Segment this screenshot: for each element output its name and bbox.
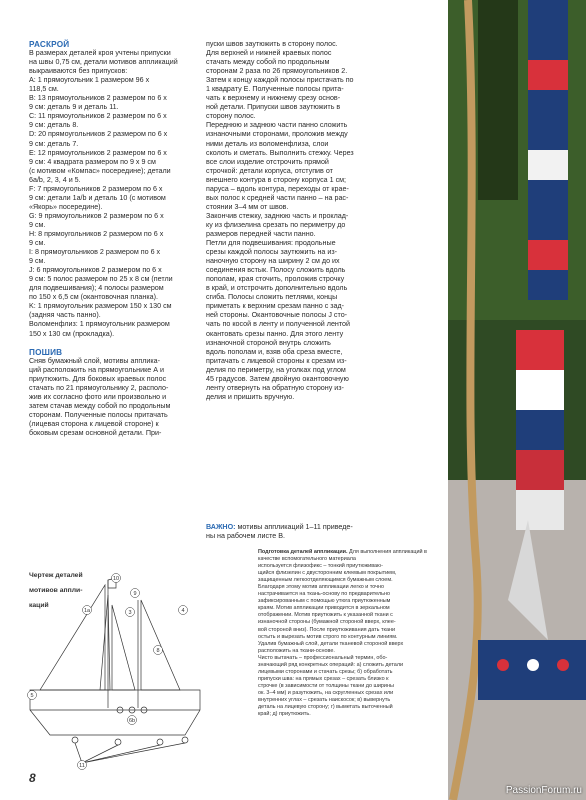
text-line: жив их согласно фото или произвольно и: [29, 392, 167, 401]
sail-right-2: [141, 600, 180, 690]
text-line: сколоть и сметать. Выполнить стежку. Через: [206, 148, 354, 157]
label-10: 10: [112, 576, 120, 582]
text-line: 9 см.: [29, 257, 46, 266]
prep-text: Для выполнения аппликаций в качестве вспомогательного материала: [258, 549, 427, 563]
text-line: вых полос к средней части панно – на рас-: [206, 193, 349, 202]
prep-line: щийся флизелин с двусторонним клеевым покрытием,: [258, 570, 397, 577]
text-line: пуски швов заутюжить в сторону полос.: [206, 40, 338, 48]
text-line: 6а/b, 2, 3, 4 и 5.: [29, 175, 81, 184]
text-line: на швы 0,75 см, детали мотивов аппликаций: [29, 58, 178, 67]
text-line: «Якорь» посередине).: [29, 202, 103, 211]
important-note: [206, 523, 378, 541]
text-line: изнаночными сторонами, проложив между: [206, 130, 348, 139]
important-text: мотивы аппликаций 1–11 приведе-: [235, 523, 353, 531]
prep-line: используется флизофикс – тонкий приутюживаю-: [258, 563, 383, 570]
sewing-text: [29, 357, 199, 438]
page-number: 8: [29, 771, 36, 785]
prep-line: отображении. Мотив приутюжить к указанной ткани с: [258, 612, 393, 619]
text-line: Сняв бумажный слой, мотивы апплика-: [29, 356, 160, 365]
text-line: затем стачав между собой по продольным: [29, 401, 171, 410]
text-line: 9 см: 4 квадрата размером по 9 х 9 см: [29, 157, 156, 166]
label-9: 9: [133, 591, 137, 597]
text-line: выкраиваются без припусков:: [29, 67, 128, 76]
important-label: ВАЖНО:: [206, 523, 236, 531]
text-line: D: 20 прямоугольников 2 размером по 6 х: [29, 130, 168, 139]
text-line: стачать между собой по продольным: [206, 58, 330, 67]
text-line: паруса – вдоль контура, переходы от крае-: [206, 184, 349, 193]
text-line: сгиба. Полосы сложить петлями, концы: [206, 293, 338, 302]
prep-line: остыть и вырезать мотив строго по контурным линиям.: [258, 633, 398, 640]
column-left: [29, 40, 199, 438]
text-line: 9 см.: [29, 220, 46, 229]
section-title-sewing: ПОШИВ: [29, 347, 63, 357]
text-line: делия по периметру, на уголках под углом: [206, 365, 346, 374]
text-line: ней стороны. Окантовочные полосы J сто-: [206, 311, 348, 320]
text-line: Воломенфлиз: 1 прямоугольник размером: [29, 320, 170, 329]
prep-line: ок. 3–4 мм) и разутюжить, на скругленных срезах или: [258, 689, 394, 696]
text-line: все слои изделие отстрочить прямой: [206, 157, 329, 166]
text-line: в край, и отстрочить дополнительно вдоль: [206, 284, 348, 293]
text-line: В размерах деталей кроя учтены припуски: [29, 49, 171, 58]
prep-line: Чисто вытачать – профессиональный термин, обо-: [258, 654, 388, 661]
text-line: B: 13 прямоугольников 2 размером по 6 х: [29, 94, 167, 103]
prep-line: внутренних углах – срезать наискосок; в) вывернуть: [258, 696, 391, 703]
text-line: Переднюю и заднюю части панно сложить: [206, 121, 348, 130]
text-line: сторонам. Полученные полосы притачать: [29, 410, 168, 419]
text-line: сторонам 2 раза по 26 прямоугольников 2.: [206, 67, 348, 76]
label-11: 11: [79, 763, 85, 769]
text-line: пополам, края сточить, проложив строчку: [206, 275, 345, 284]
sewing-text-continued: [206, 40, 378, 402]
text-line: стоянии 3–4 мм от швов.: [206, 202, 289, 211]
text-line: I: 8 прямоугольников 2 размером по 6 х: [29, 248, 161, 257]
text-line: ной детали. Припуски швов заутюжить в: [206, 103, 341, 112]
label-6b: 6b: [128, 718, 136, 724]
applique-prep-block: [258, 549, 440, 718]
text-line: 150 х 130 см (прокладка).: [29, 329, 115, 338]
text-line: боковым срезам основной детали. При-: [29, 428, 162, 437]
label-1a: 1a: [83, 608, 91, 614]
text-line: внешнего контура в сторону корпуса 1 см;: [206, 175, 347, 184]
text-line: ленту отвернуть на обратную сторону из-: [206, 383, 344, 392]
sail-right-1: [112, 605, 135, 690]
text-line: 45 градусов. Затем двойную окантовочную: [206, 374, 349, 383]
prep-line: деталь на лицевую сторону; г) выметать выточенный: [258, 704, 393, 711]
cutting-list: [29, 49, 199, 339]
text-line: F: 7 прямоугольников 2 размером по 6 х: [29, 184, 163, 193]
text-line: 9 см: деталь 7.: [29, 139, 79, 148]
text-line: 118,5 см.: [29, 85, 59, 94]
text-line: 9 см.: [29, 239, 46, 248]
text-line: 9 см: деталь 8.: [29, 121, 79, 130]
text-line: срезы каждой полосы заутюжить на из-: [206, 248, 338, 257]
text-line: 9 см: 5 полос размером по 25 х 8 см (петли: [29, 275, 173, 284]
prep-line: Удалив бумажный слой, детали тканевой стороной вверх: [258, 640, 404, 647]
text-line: делия и пришить вручную.: [206, 392, 295, 401]
text-line: притачать с лицевой стороны к срезам из-: [206, 356, 347, 365]
prep-line: припуски шва: на прямых срезах – срезать близко к: [258, 675, 389, 682]
text-line: по 150 х 6,5 см (окантовочная планка).: [29, 293, 158, 302]
text-line: чать к верхнему и нижнему срезу основ-: [206, 94, 341, 103]
text-line: J: 6 прямоугольников 2 размером по 6 х: [29, 266, 162, 275]
prep-line: защищенным легкоотделяющимся бумажным слоем.: [258, 577, 393, 584]
text-line: чать по косой в ленту и полученной лентой: [206, 320, 351, 329]
text-line: приметать к верхним срезам панно с зад-: [206, 302, 345, 311]
text-line: K: 1 прямоугольник размером 150 х 130 см: [29, 302, 172, 311]
prep-line: зафиксированным с помощью утюга приутюженным: [258, 598, 391, 605]
important-text-2: ны на рабочем листе В.: [206, 532, 286, 540]
text-line: (задняя часть панно).: [29, 311, 101, 320]
text-line: 1 квадрату Е. Полученные полосы прита-: [206, 85, 344, 94]
prep-line: Благодаря этому мотив аппликации легко и точно: [258, 584, 385, 591]
text-line: E: 12 прямоугольников 2 размером по 6 х: [29, 148, 167, 157]
prep-line: краям. Мотив аппликации приводится в зеркальном: [258, 605, 390, 612]
text-line: H: 8 прямоугольников 2 размером по 6 х: [29, 229, 164, 238]
prep-line: край; д) приутюжить.: [258, 711, 311, 718]
text-line: Петли для подвешивания: продольные: [206, 239, 336, 248]
prep-first-line: [258, 549, 440, 563]
text-line: сторону полос.: [206, 112, 256, 121]
label-4: 4: [181, 608, 185, 614]
text-line: ку из флизелина срезать по периметру до: [206, 220, 346, 229]
text-line: Затем к концу каждой полосы пристачать по: [206, 76, 354, 85]
text-line: 9 см: детали 1а/b и деталь 10 (с мотивом: [29, 193, 166, 202]
text-line: приутюжить. Для боковых краевых полос: [29, 374, 167, 383]
text-line: вдоль пополам и, взяв оба среза вместе,: [206, 347, 343, 356]
label-3: 3: [128, 610, 132, 616]
text-line: для подвешивания); 4 полосы размером: [29, 284, 164, 293]
hull: [30, 690, 200, 735]
text-line: A: 1 прямоугольник 1 размером 96 х: [29, 76, 150, 85]
text-line: окантовать срезы панно. Для этого ленту: [206, 329, 344, 338]
caption-line: каций: [29, 601, 49, 609]
text-line: размеров передней части панно.: [206, 229, 316, 238]
section-title-cutting: РАСКРОЙ: [29, 40, 70, 49]
prep-title: Подготовка деталей аппликации.: [258, 549, 348, 555]
text-line: ними деталь из воломенфлиза, слои: [206, 139, 329, 148]
text-line: 9 см: деталь 9 и деталь 11.: [29, 103, 119, 112]
watermark: PassionForum.ru: [505, 785, 582, 796]
prep-lines: [258, 549, 440, 718]
text-line: наночную сторону на ширину 2 см до их: [206, 257, 340, 266]
prep-line: изнаночной стороны (бумажной стороной вверх, клее-: [258, 619, 396, 626]
text-line: соединения встык. Полосу сложить вдоль: [206, 266, 346, 275]
text-line: Закончив стежку, заднюю часть и проклад-: [206, 211, 349, 220]
text-line: (с мотивом «Компас» посередине); детали: [29, 166, 171, 175]
prep-line: расположить на ткани-основе.: [258, 647, 335, 654]
photo-quilt-sailboat: [448, 0, 586, 800]
prep-line: лицевыми сторонами и стачать срезы; б) обработать: [258, 668, 393, 675]
sailboat-diagram: [20, 570, 220, 775]
caption-line: мотивов аппли-: [29, 586, 83, 594]
sail-left: [40, 585, 105, 690]
prep-line: строчке (в зависимости от толщины ткани до ширины: [258, 682, 394, 689]
prep-line: вой стороной вниз). После приутюживания дать ткани: [258, 626, 396, 633]
text-line: G: 9 прямоугольников 2 размером по 6 х: [29, 211, 164, 220]
prep-line: значающий ряд конкретных операций: а) сложить детали: [258, 661, 404, 668]
label-5: 5: [30, 693, 34, 699]
text-line: изнаночной стороной внутрь сложить: [206, 338, 331, 347]
caption-line: Чертеж деталей: [29, 571, 83, 579]
prep-line: настрачивается на ткань-основу по предварительно: [258, 591, 391, 598]
label-8: 8: [156, 648, 160, 654]
text-line: ций расположить на прямоугольнике А и: [29, 365, 164, 374]
text-line: строчкой: детали корпуса, отступив от: [206, 166, 333, 175]
text-line: Для верхней и нижней краевых полос: [206, 49, 332, 58]
text-line: C: 11 прямоугольников 2 размером по 6 х: [29, 112, 167, 121]
column-middle: [206, 40, 378, 402]
text-line: стачать по 21 прямоугольнику 2, располо-: [29, 383, 169, 392]
text-line: (лицевая сторона к лицевой стороне) к: [29, 419, 159, 428]
